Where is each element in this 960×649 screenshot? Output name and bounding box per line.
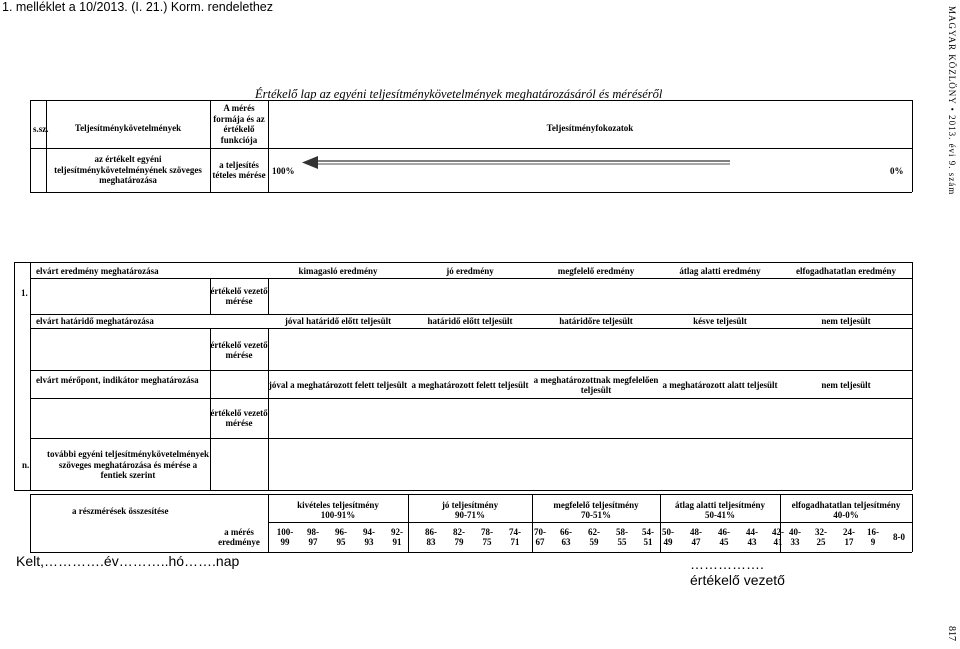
score-range [655,524,681,550]
score-range [474,524,500,550]
journal-side-label: MAGYAR KÖZLÖNY • 2013. évi 9. szám [947,6,957,196]
score-range [609,524,635,550]
score-range-part: 58- [616,526,628,537]
score-range-part: 66- [560,526,572,537]
score-range-part: 95 [336,537,346,547]
score-range [502,524,528,550]
score-range-part: 97 [308,537,318,547]
score-range [300,524,326,550]
summary-group-range: 90-71% [455,510,485,520]
score-range [836,524,862,550]
score-range [739,524,765,550]
ssz-header: s.sz. [33,124,49,134]
score-range-part: 32- [815,526,827,537]
score-range-part: 83 [426,537,436,547]
row-number-n: n. [22,460,30,470]
score-range-part: 92- [391,526,403,537]
r2-level-3: határidőre teljesült [559,315,633,326]
score-range-part: 46- [718,526,730,537]
score-range-part: 70- [534,526,546,537]
r2-level-2: határidő előtt teljesült [427,315,513,326]
evaluator-measurement-1: értékelő vezető mérése [210,285,268,306]
score-range-part: 94- [363,526,375,537]
score-range-part: 71 [510,537,520,547]
score-range-part: 75 [482,537,492,547]
r3-level-2: a meghatározott felett teljesült [411,379,529,390]
place-date-field: Kelt,………….év………..hó…….nap [16,553,240,569]
additional-requirements-label: további egyéni teljesítménykövetelmények szöveges meghatározása és mérése a fentiek szerint [47,449,209,481]
performance-levels-header: Teljesítményfokozatok [546,122,634,133]
score-range-part: 100- [276,526,294,537]
score-range [782,524,808,550]
r2-level-4: késve teljesült [693,315,747,326]
summary-group-name: elfogadhatatlan teljesítmény [791,499,901,510]
evaluator-measurement-3: értékelő vezető mérése [210,407,268,428]
score-range-part: 47 [691,537,701,547]
score-range-part: 8-0 [893,531,905,542]
score-range-part: 96- [335,526,347,537]
score-range-part: 33 [790,537,800,547]
score-range [683,524,709,550]
score-range-part: 54- [642,526,654,537]
r2-level-1: jóval határidő előtt teljesült [284,315,392,326]
summary-group-range: 40-0% [833,510,859,520]
expected-deadline-label: elvárt határidő meghatározása [36,316,154,326]
r3-level-5: nem teljesült [821,379,871,390]
r1-level-5: elfogadhatatlan eredmény [795,265,897,276]
pct-low: 0% [890,166,904,176]
form-title: Értékelő lap az egyéni teljesítménykövetelmények meghatározásáról és méréséről [255,87,663,101]
score-range-part: 86- [425,526,437,537]
score-range-part: 74- [509,526,521,537]
summary-label: a részmérések összesítése [72,506,169,516]
score-range-part: 16- [867,526,879,537]
expected-result-label: elvárt eredmény meghatározása [36,266,159,276]
score-range-part: 17 [844,537,854,547]
score-range-part: 79 [454,537,464,547]
score-range-part: 41 [773,537,783,547]
score-range-part: 50- [662,526,674,537]
score-range-part: 45 [719,537,729,547]
score-range [527,524,553,550]
summary-group-3 [532,498,660,522]
summary-group-range: 50-41% [705,510,735,520]
score-range-part: 42- [772,526,784,537]
score-range [860,524,886,550]
summary-group-name: kivételes teljesítmény [297,499,379,510]
row-number-1: 1. [21,288,28,298]
score-range-part: 51 [643,537,653,547]
summary-group-2 [408,498,532,522]
page-number: 817 [946,626,957,641]
summary-group-name: jó teljesítmény [441,499,499,510]
summary-group-5 [780,498,912,522]
page-header: 1. melléklet a 10/2013. (I. 21.) Korm. rendelethez [2,0,273,14]
score-range [356,524,382,550]
score-range-part: 25 [816,537,826,547]
score-range [384,524,410,550]
summary-group-range: 100-91% [320,510,356,520]
score-range-part: 93 [364,537,374,547]
score-range-part: 43 [747,537,757,547]
result-label: a mérés eredménye [218,526,260,547]
r1-level-1: kimagasló eredmény [298,265,378,276]
score-range-part: 40- [789,526,801,537]
score-range-part: 63 [561,537,571,547]
r1-level-2: jó eredmény [446,265,494,276]
summary-group-1 [268,498,408,522]
score-range-part: 48- [690,526,702,537]
score-range [328,524,354,550]
summary-group-name: átlag alatti teljesítmény [675,499,765,510]
r3-level-4: a meghatározott alatt teljesült [662,379,778,390]
summary-group-4 [660,498,780,522]
r1-level-3: megfelelő eredmény [557,265,635,276]
score-range-part: 49 [663,537,673,547]
score-range-part: 24- [843,526,855,537]
r2-level-5: nem teljesült [821,315,871,326]
score-range-part: 99 [280,537,290,547]
score-range [418,524,444,550]
scale-arrow [300,155,740,177]
score-range-part: 55 [617,537,627,547]
score-range [808,524,834,550]
requirements-subheader: az értékelt egyéni teljesítménykövetelményének szöveges meghatározása [54,154,202,186]
evaluator-measurement-2: értékelő vezető mérése [210,339,268,360]
summary-group-name: megfelelő teljesítmény [553,499,639,510]
signature-label: értékelő vezető [690,572,785,588]
r3-level-1: jóval a meghatározott felett teljesült [268,379,408,390]
r3-level-3: a meghatározottnak megfelelően teljesült [533,374,659,395]
requirements-header: Teljesítménykövetelmények [74,122,182,133]
score-range-part: 82- [453,526,465,537]
measurement-header: A mérés formája és az értékelő funkciója [213,103,265,145]
score-range-part: 91 [392,537,402,547]
expected-indicator-label: elvárt mérőpont, indikátor meghatározása [36,375,199,385]
score-range [581,524,607,550]
pct-high: 100% [272,166,295,176]
r1-level-4: átlag alatti eredmény [679,265,761,276]
summary-group-range: 70-51% [581,510,611,520]
score-range-part: 44- [746,526,758,537]
score-range [886,524,912,550]
score-range [446,524,472,550]
score-range-part: 98- [307,526,319,537]
measurement-subheader: a teljesítés tételes mérése [212,159,266,180]
score-range [272,524,298,550]
score-range-part: 9 [870,537,876,547]
score-range-part: 67 [535,537,545,547]
signature-line: ……………. [690,556,764,572]
score-range-part: 78- [481,526,493,537]
score-range-part: 62- [588,526,600,537]
score-range [553,524,579,550]
score-range [711,524,737,550]
score-range-part: 59 [589,537,599,547]
